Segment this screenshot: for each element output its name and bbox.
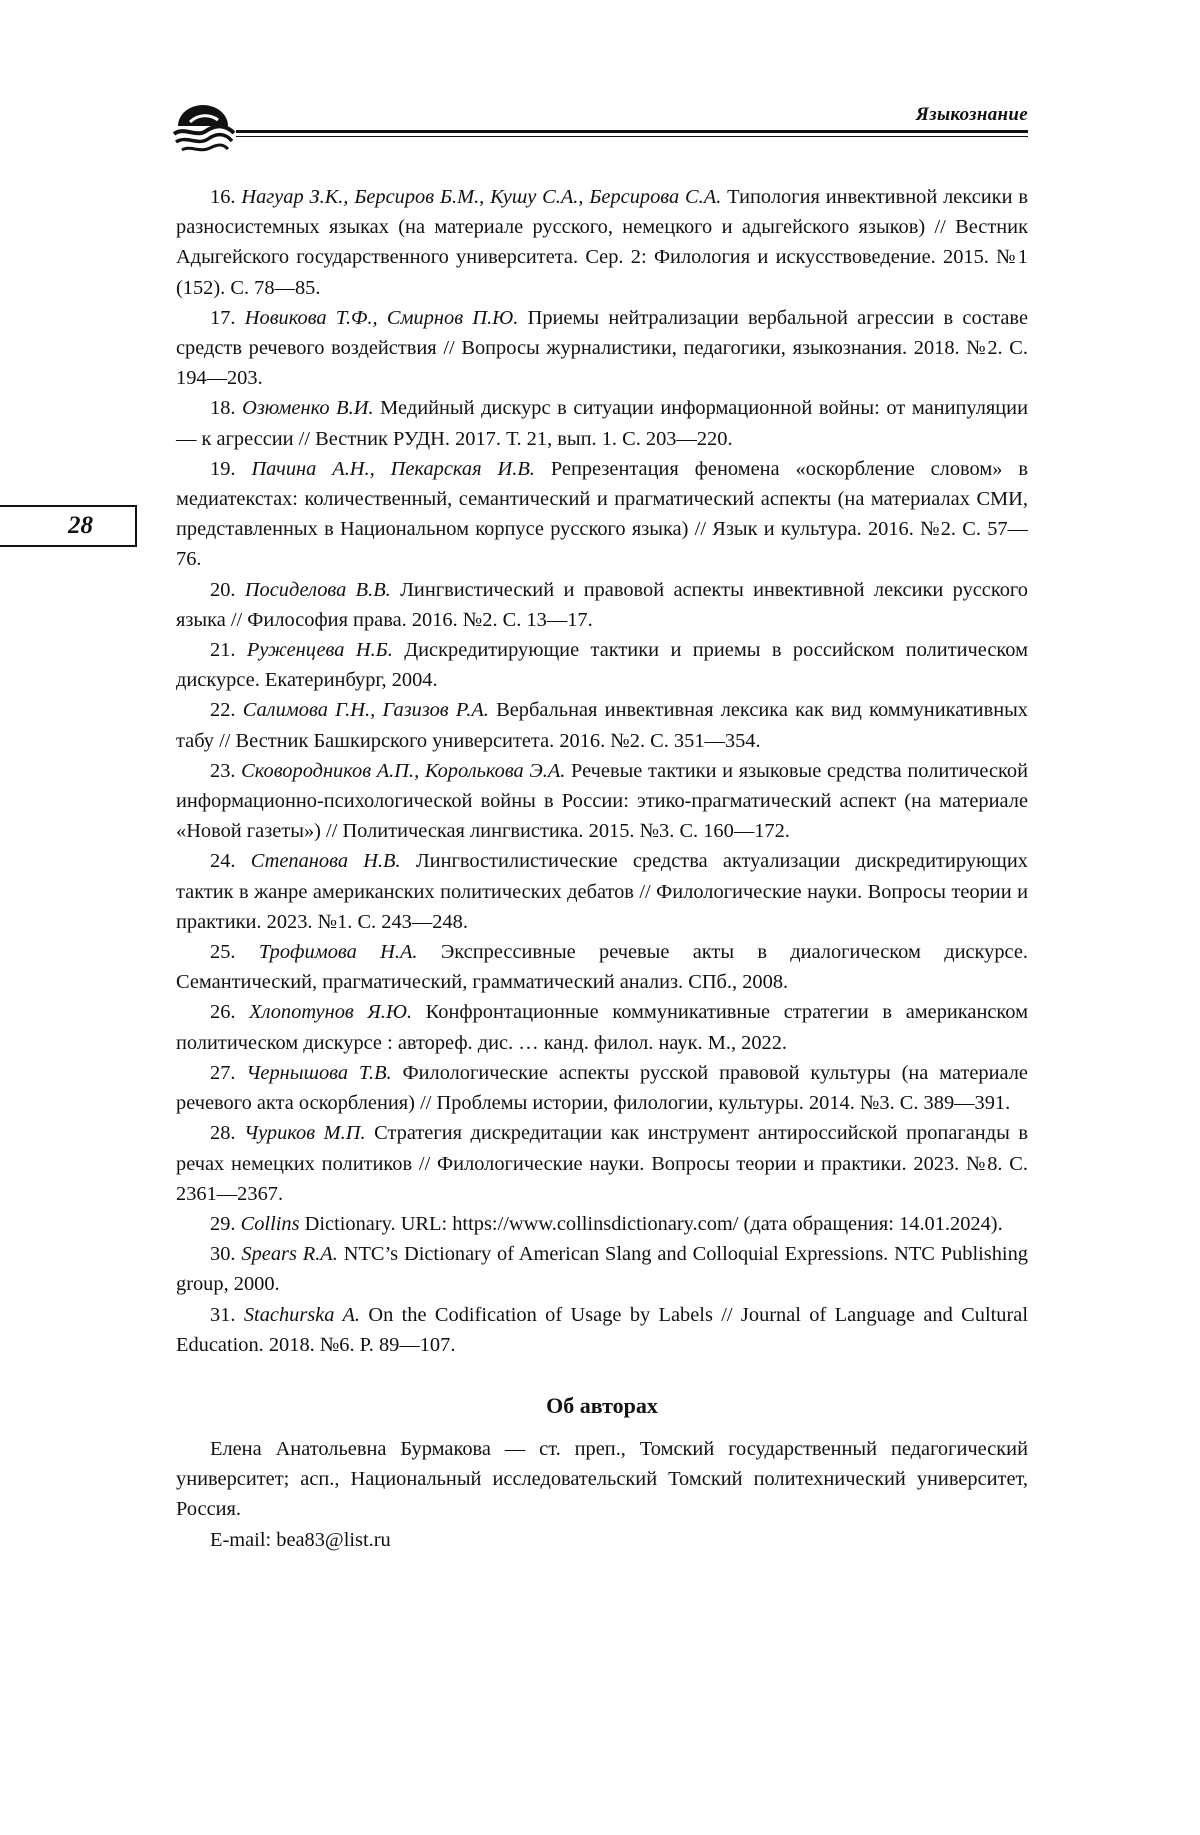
journal-waves-logo-icon	[170, 100, 236, 156]
reference-item	[176, 695, 1028, 755]
reference-number: 31.	[210, 1303, 236, 1326]
reference-item	[176, 575, 1028, 635]
header-rule-thin	[236, 136, 1028, 137]
reference-text: Экспрессивные речевые акты в диалогическом дискурсе. Семантический, прагматический, грамматический анализ. СПб., 2008.	[176, 941, 1028, 994]
reference-text: Приемы нейтрализации вербальной агрессии в составе средств речевого воздействия // Вопросы журналистики, педагогики, языкознания. 2018. №2. С. 194—203.	[176, 306, 1028, 390]
reference-authors: Spears R.A.	[241, 1243, 338, 1266]
reference-number: 21.	[210, 639, 236, 662]
reference-text: Репрезентация феномена «оскорбление словом» в медиатекстах: количественный, семантический и прагматический аспекты (на материалах СМИ, представленных в Национальном корпусе русского языка) // Язык и культура. 2016. №2. С. 57—76.	[176, 457, 1029, 571]
page-header	[170, 96, 1028, 152]
reference-item	[176, 756, 1028, 847]
reference-number: 18.	[210, 397, 236, 420]
reference-text: Вербальная инвективная лексика как вид коммуникативных табу // Вестник Башкирского университета. 2016. №2. С. 351—354.	[176, 699, 1028, 752]
reference-item	[176, 1118, 1028, 1209]
reference-item	[176, 1239, 1028, 1299]
reference-text: Конфронтационные коммуникативные стратегии в американском политическом дискурсе : автореф. дис. … канд. филол. наук. М., 2022.	[176, 1001, 1028, 1054]
reference-text: Dictionary. URL: https://www.collinsdictionary.com/ (дата обращения: 14.01.2024).	[299, 1212, 1003, 1235]
reference-number: 27.	[210, 1061, 236, 1084]
reference-text: Дискредитирующие тактики и приемы в российском политическом дискурсе. Екатеринбург, 2004.	[176, 639, 1028, 692]
section-title: Языкознание	[915, 104, 1028, 125]
reference-authors: Степанова Н.В.	[250, 850, 401, 873]
author-info: Елена Анатольевна Бурмакова — ст. преп., Томский государственный педагогический университет; асп., Национальный исследовательский Томский политехнический университет, Россия.	[176, 1437, 1028, 1521]
reference-authors: Чуриков М.П.	[244, 1122, 366, 1145]
reference-text: On the Codification of Usage by Labels // Journal of Language and Cultural Education. 2018. №6. P. 89—107.	[176, 1303, 1028, 1356]
reference-item	[176, 1300, 1028, 1360]
reference-item	[176, 393, 1028, 453]
reference-text: NTC’s Dictionary of American Slang and Colloquial Expressions. NTC Publishing group, 2000.	[176, 1243, 1028, 1296]
reference-item	[176, 635, 1028, 695]
page-content	[176, 182, 1028, 1555]
reference-text: Лингвистический и правовой аспекты инвективной лексики русского языка // Философия права. 2016. №2. С. 13—17.	[176, 578, 1028, 631]
reference-number: 30.	[210, 1243, 236, 1266]
reference-number: 22.	[210, 699, 236, 722]
reference-number: 26.	[210, 1001, 236, 1024]
author-email: E-mail: bea83@list.ru	[210, 1528, 391, 1551]
reference-number: 29.	[210, 1212, 236, 1235]
reference-text: Филологические аспекты русской правовой культуры (на материале речевого акта оскорбления) // Проблемы истории, филологии, культуры. 2014. №3. С. 389—391.	[176, 1061, 1028, 1115]
reference-authors: Посиделова В.В.	[244, 578, 391, 601]
reference-item	[176, 1209, 1028, 1239]
reference-authors: Нагуар З.К., Берсиров Б.М., Кушу С.А., Берсирова С.А.	[241, 186, 722, 208]
reference-text: Типология инвективной лексики в разносистемных языках (на материале русского, немецкого и адыгейского языков) // Вестник Адыгейского государственного университета. Сер. 2: Филология и искусствоведение. 2015. №1 (152). С. 78—85.	[176, 186, 1028, 299]
reference-authors: Stachurska A.	[243, 1303, 361, 1326]
reference-authors: Чернышова Т.В.	[246, 1061, 392, 1084]
reference-text: Стратегия дискредитации как инструмент антироссийской пропаганды в речах немецких политиков // Филологические науки. Вопросы теории и практики. 2023. №8. С. 2361—2367.	[176, 1122, 1028, 1205]
reference-number: 28.	[210, 1122, 236, 1145]
reference-authors: Озюменко В.И.	[242, 397, 374, 420]
reference-authors: Хлопотунов Я.Ю.	[249, 1001, 413, 1024]
reference-text: Медийный дискурс в ситуации информационной войны: от манипуляции — к агрессии // Вестник РУДН. 2017. Т. 21, вып. 1. С. 203—220.	[176, 397, 1028, 450]
reference-item	[176, 303, 1028, 394]
reference-item	[176, 997, 1028, 1057]
reference-authors: Пачина А.Н., Пекарская И.В.	[251, 457, 535, 480]
reference-item	[176, 937, 1028, 997]
reference-item	[176, 454, 1028, 575]
reference-number: 17.	[210, 306, 236, 329]
reference-authors: Новикова Т.Ф., Смирнов П.Ю.	[244, 306, 519, 329]
reference-item	[176, 1058, 1028, 1118]
reference-number: 23.	[210, 759, 236, 782]
reference-authors: Руженцева Н.Б.	[246, 639, 393, 662]
header-rule-thick	[236, 130, 1028, 133]
reference-text: Речевые тактики и языковые средства политической информационно-психологической войны в России: этико-прагматический аспект (на материале «Новой газеты») // Политическая лингвистика. 2015. №3. С. 160—172.	[176, 759, 1028, 843]
reference-authors: Трофимова Н.А.	[258, 941, 418, 964]
reference-item	[176, 846, 1028, 937]
about-authors-heading: Об авторах	[546, 1392, 658, 1418]
reference-authors: Сковородников А.П., Королькова Э.А.	[241, 759, 566, 782]
reference-number: 25.	[210, 941, 236, 964]
reference-number: 24.	[210, 850, 236, 873]
reference-list	[176, 182, 1028, 1360]
reference-authors: Салимова Г.Н., Газизов Р.А.	[242, 699, 489, 722]
reference-number: 20.	[210, 578, 236, 601]
reference-number: 16.	[210, 186, 236, 208]
reference-number: 19.	[210, 457, 236, 480]
reference-text: Лингвостилистические средства актуализации дискредитирующих тактик в жанре американских политических дебатов // Филологические науки. Вопросы теории и практики. 2023. №1. С. 243—248.	[176, 850, 1028, 933]
reference-item	[176, 182, 1028, 303]
page-number: 28	[0, 505, 137, 547]
reference-authors: Collins	[240, 1212, 300, 1235]
